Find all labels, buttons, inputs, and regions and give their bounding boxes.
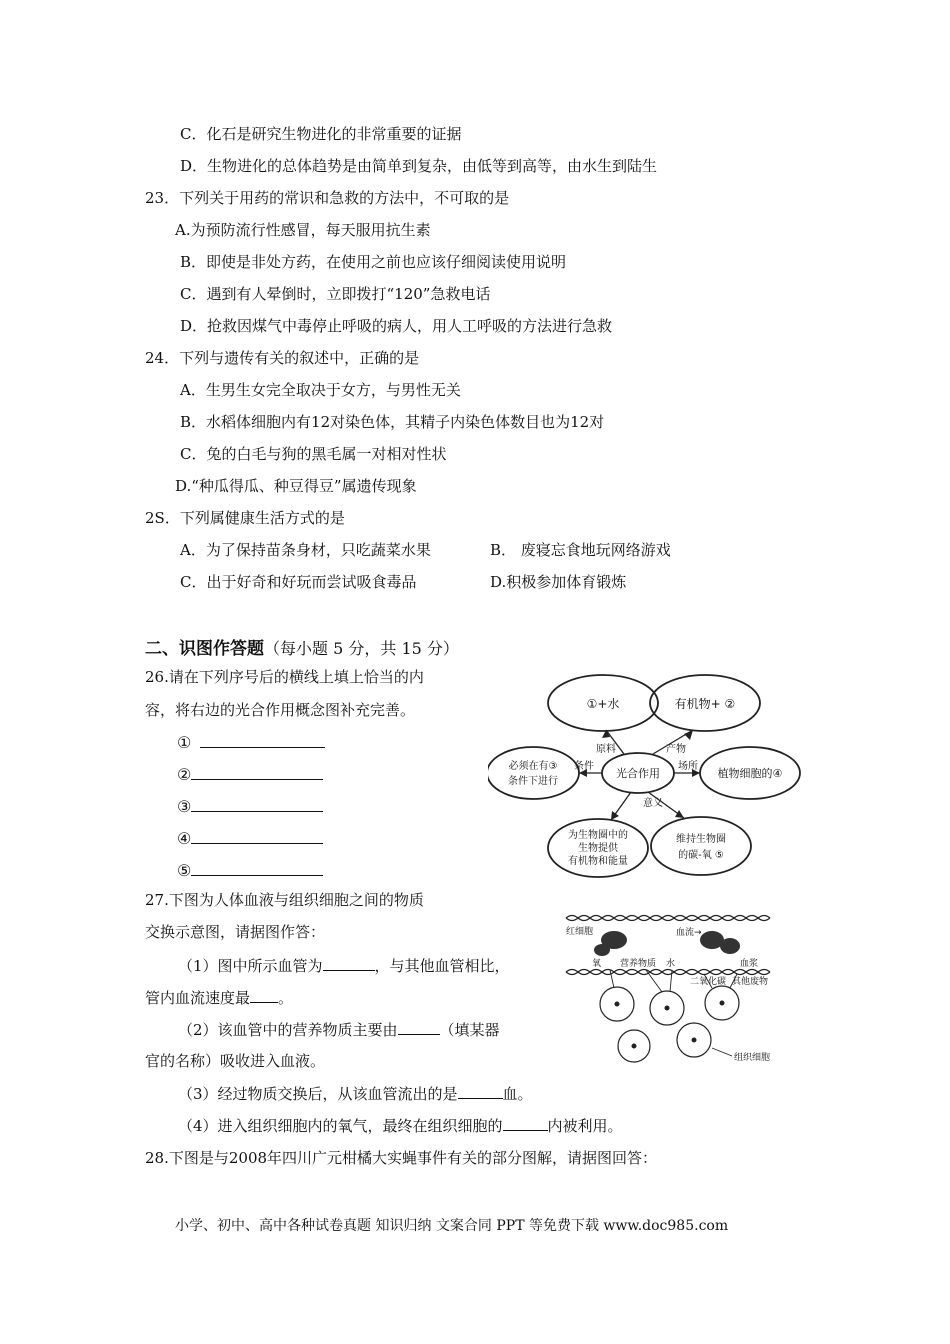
node-meaning-energy-text-3: 有机物和能量 <box>568 856 628 867</box>
node-location-text: 植物细胞的④ <box>717 767 783 780</box>
section-title-text: 二、识图作答题 <box>145 639 264 659</box>
q27-blank-5[interactable] <box>503 1115 548 1131</box>
q27-part4-text-a: （4）进入组织细胞内的氧气，最终在组织细胞的 <box>178 1117 503 1135</box>
node-product-text: 有机物+ ② <box>674 697 736 711</box>
q27-part1-text-b: ，与其他血管相比， <box>374 957 510 975</box>
node-condition-text-1: 必须在有③ <box>508 761 558 772</box>
q26-blank-5[interactable] <box>177 860 323 880</box>
label-blood-flow: 血流→ <box>676 928 702 938</box>
q26-blank-2-label: ② <box>177 765 192 784</box>
label-water: 水 <box>666 959 676 969</box>
q24-option-d: D.“种瓜得瓜、种豆得豆”属遗传现象 <box>175 477 417 495</box>
label-tissue-cell: 组织细胞 <box>734 1053 771 1063</box>
q25-option-b: B． 废寝忘食地玩网络游戏 <box>490 541 671 559</box>
label-other-waste: 其他废物 <box>732 977 769 987</box>
q26-blank-1-label: ① <box>177 733 192 752</box>
q27-part1-line1 <box>178 955 510 976</box>
q26-blank-1-line[interactable] <box>200 732 325 748</box>
q27-part2-text-a: （2）该血管中的营养物质主要由 <box>178 1021 398 1039</box>
section-title <box>145 634 459 659</box>
q26-blank-2[interactable] <box>177 764 323 784</box>
node-meaning-energy-text-2: 生物提供 <box>578 843 618 854</box>
q27-blank-2[interactable] <box>250 987 278 1003</box>
q26-stem-line2: 容，将右边的光合作用概念图补充完善。 <box>145 701 416 719</box>
q27-part3-text-b: 血。 <box>502 1085 533 1103</box>
capillary-wall-top <box>566 916 770 919</box>
capillary-wall-bottom <box>566 970 770 973</box>
q26-blank-1[interactable] <box>177 732 325 752</box>
q27-part1-text-c: 管内血流速度最 <box>145 989 251 1007</box>
q26-blank-5-line[interactable] <box>191 860 323 876</box>
edge-label-changsuo: 场所 <box>678 761 698 772</box>
q27-part2-text-b: （填某器 <box>439 1021 500 1039</box>
edge-label-yuanliao: 原料 <box>596 744 616 755</box>
q27-blank-3[interactable] <box>398 1019 440 1035</box>
label-nutrient: 营养物质 <box>620 959 657 969</box>
node-meaning-balance <box>651 817 751 875</box>
label-red-blood-cell: 红细胞 <box>566 927 594 937</box>
q23-stem: 23．下列关于用药的常识和急救的方法中，不可取的是 <box>145 189 510 207</box>
edge-label-chanwu: 产物 <box>666 744 686 755</box>
q28-stem: 28.下图是与2008年四川广元柑橘大实蝇事件有关的部分图解，请据图回答： <box>145 1149 658 1167</box>
label-co2: 二氧化碳 <box>690 977 727 987</box>
q27-blank-1[interactable] <box>323 955 375 971</box>
q26-blank-4-label: ④ <box>177 829 192 848</box>
q24-option-a: A．生男生女完全取决于女方，与男性无关 <box>180 381 461 399</box>
q27-part1-text-a: （1）图中所示血管为 <box>178 957 323 975</box>
q26-blank-4[interactable] <box>177 828 323 848</box>
q27-stem-line1: 27.下图为人体血液与组织细胞之间的物质 <box>145 891 424 909</box>
q25-option-d: D.积极参加体育锻炼 <box>490 573 627 591</box>
q26-blank-3[interactable] <box>177 796 323 816</box>
q22-option-d: D．生物进化的总体趋势是由简单到复杂，由低等到高等，由水生到陆生 <box>180 157 658 175</box>
q27-part1-line2 <box>145 987 293 1008</box>
q23-option-a: A.为预防流行性感冒，每天服用抗生素 <box>175 221 431 239</box>
q27-part3 <box>178 1083 533 1104</box>
node-condition <box>488 747 579 799</box>
q26-blank-3-label: ③ <box>177 797 192 816</box>
q24-stem: 24．下列与遗传有关的叙述中，正确的是 <box>145 349 420 367</box>
node-meaning-energy-text-1: 为生物圈中的 <box>568 830 628 841</box>
q27-part3-text-a: （3）经过物质交换后，从该血管流出的是 <box>178 1085 458 1103</box>
capillary-exchange-diagram <box>562 908 782 1068</box>
q24-option-b: B．水稻体细胞内有12对染色体，其精子内染色体数目也为12对 <box>180 413 605 431</box>
q27-blank-4[interactable] <box>458 1083 503 1099</box>
q27-part2-line2: 官的名称）吸收进入血液。 <box>145 1052 326 1070</box>
q26-blank-2-line[interactable] <box>191 764 323 780</box>
q26-blank-3-line[interactable] <box>191 796 323 812</box>
q23-option-b: B．即使是非处方药，在使用之前也应该仔细阅读使用说明 <box>180 253 567 271</box>
node-meaning-balance-text-2: 的碳-氧 ⑤ <box>678 850 724 861</box>
q24-option-c: C．兔的白毛与狗的黑毛属一对相对性状 <box>180 445 447 463</box>
photosynthesis-concept-map <box>488 670 808 880</box>
edge-label-yiyi: 意义 <box>643 798 663 809</box>
q27-part4 <box>178 1115 623 1136</box>
q25-option-a: A．为了保持苗条身材，只吃蔬菜水果 <box>180 541 431 559</box>
page-footer: 小学、初中、高中各种试卷真题 知识归纳 文案合同 PPT 等免费下载 www.doc985.com <box>175 1218 729 1234</box>
q27-part4-text-b: 内被利用。 <box>547 1117 623 1135</box>
node-meaning-balance-text-1: 维持生物圈 <box>676 834 726 845</box>
q25-option-c: C．出于好奇和好玩而尝试吸食毒品 <box>180 573 417 591</box>
node-raw-material-text: ①+水 <box>586 697 620 711</box>
q23-option-c: C．遇到有人晕倒时，立即拨打“120”急救电话 <box>180 285 491 303</box>
q25-stem: 2S．下列属健康生活方式的是 <box>145 509 345 527</box>
label-plasma: 血浆 <box>740 959 759 969</box>
q27-part2-line1 <box>178 1019 500 1040</box>
q27-stem-line2: 交换示意图，请据图作答： <box>145 923 326 941</box>
label-oxygen: 氧 <box>592 959 602 969</box>
q22-option-c: C．化石是研究生物进化的非常重要的证据 <box>180 125 462 143</box>
edge-label-tiaojian: 条件 <box>574 761 594 772</box>
section-score-note: （每小题 5 分，共 15 分） <box>264 639 459 658</box>
q26-blank-4-line[interactable] <box>191 828 323 844</box>
q26-blank-5-label: ⑤ <box>177 861 192 880</box>
node-condition-text-2: 条件下进行 <box>508 776 558 787</box>
node-center-text: 光合作用 <box>616 767 660 780</box>
q23-option-d: D．抢救因煤气中毒停止呼吸的病人，用人工呼吸的方法进行急救 <box>180 317 613 335</box>
q26-stem-line1: 26.请在下列序号后的横线上填上恰当的内 <box>145 668 424 686</box>
q27-part1-text-d: 。 <box>278 989 294 1007</box>
